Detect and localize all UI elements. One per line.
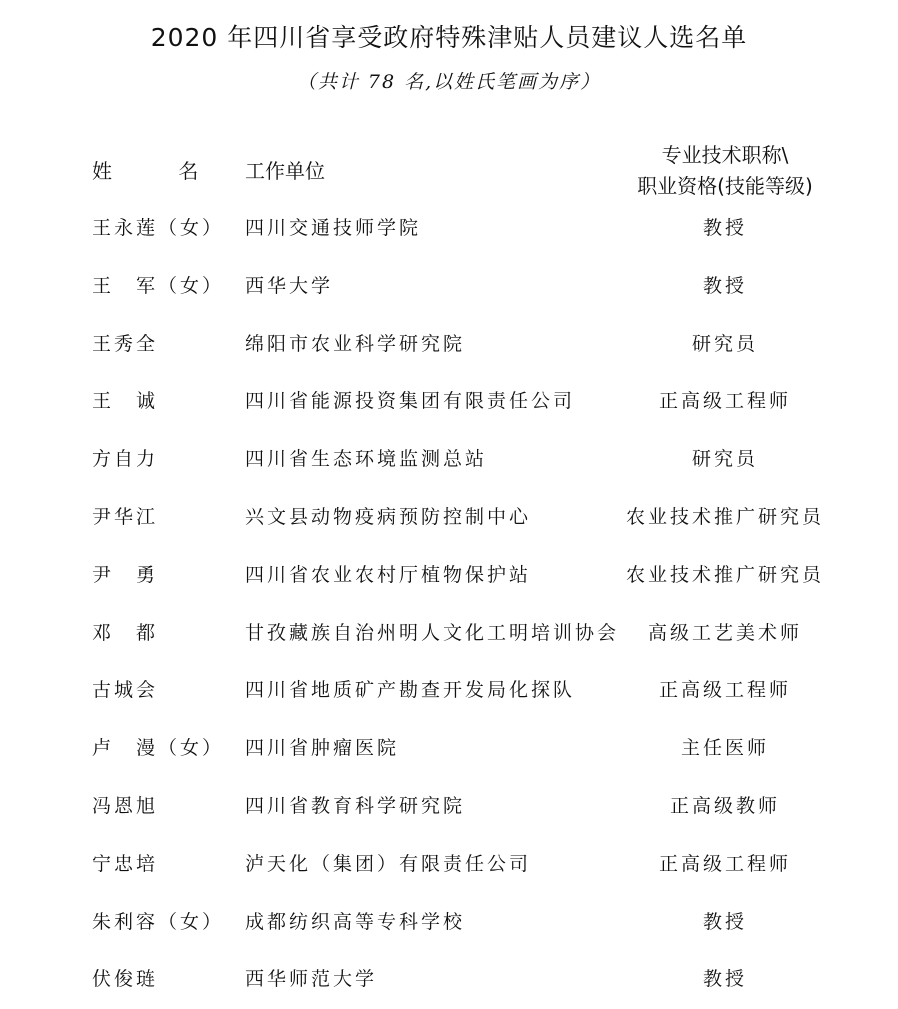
row-name: 王永莲（女） (92, 217, 225, 239)
row-unit: 四川省生态环境监测总站 (245, 448, 488, 471)
row-name: 卢 漫（女） (92, 737, 225, 760)
row-name: 宁忠培 (92, 852, 159, 875)
row-title: 教授 (702, 274, 747, 297)
table-row (0, 489, 898, 547)
row-unit: 甘孜藏族自治州明人文化工明培训协会 (245, 621, 620, 644)
row-title: 教授 (702, 910, 747, 933)
row-unit: 四川省能源投资集团有限责任公司 (245, 390, 576, 413)
row-title: 正高级教师 (669, 794, 780, 817)
row-name: 尹 勇 (92, 563, 159, 586)
row-unit: 四川省农业农村厅植物保护站 (245, 563, 532, 586)
header-name: 姓 名 (92, 159, 229, 183)
row-title: 教授 (702, 968, 747, 991)
row-unit: 四川交通技师学院 (245, 217, 422, 239)
row-name: 尹华江 (92, 505, 159, 528)
row-unit: 四川省教育科学研究院 (245, 794, 466, 817)
row-name: 冯恩旭 (92, 794, 159, 817)
row-name: 王 诚 (92, 390, 159, 413)
table-row (0, 258, 898, 316)
row-title: 研究员 (691, 332, 758, 355)
row-title: 正高级工程师 (658, 852, 791, 875)
row-title: 高级工艺美术师 (647, 621, 802, 644)
header-title-line1: 专业技术职称\ (661, 143, 789, 167)
row-unit: 绵阳市农业科学研究院 (245, 332, 466, 355)
table-row (0, 316, 898, 374)
row-unit: 西华师范大学 (245, 968, 378, 991)
document-subtitle: （共计 78 名,以姓氏笔画为序） (296, 71, 602, 93)
row-name: 王秀全 (92, 332, 159, 355)
header-title-line2: 职业资格(技能等级) (637, 174, 813, 198)
row-unit: 兴文县动物疫病预防控制中心 (245, 505, 532, 528)
header-title (590, 140, 860, 202)
row-title: 农业技术推广研究员 (625, 563, 824, 586)
row-name: 古城会 (92, 679, 159, 702)
row-name: 方自力 (92, 448, 159, 471)
table-header (0, 140, 898, 200)
row-name: 伏俊琏 (92, 968, 159, 991)
table-row (0, 951, 898, 1009)
row-title: 正高级工程师 (658, 390, 791, 413)
nominee-list (0, 200, 898, 1009)
table-row (0, 605, 898, 663)
table-row (0, 894, 898, 952)
table-row (0, 662, 898, 720)
table-row (0, 720, 898, 778)
table-row (0, 547, 898, 605)
table-row (0, 431, 898, 489)
row-name: 王 军（女） (92, 274, 225, 297)
row-name: 朱利容（女） (92, 910, 225, 933)
row-title: 正高级工程师 (658, 679, 791, 702)
table-row (0, 836, 898, 894)
document-title: 2020 年四川省享受政府特殊津贴人员建议人选名单 (150, 23, 748, 52)
table-row (0, 778, 898, 836)
row-title: 农业技术推广研究员 (625, 505, 824, 528)
row-title: 教授 (702, 217, 747, 239)
row-name: 邓 都 (92, 621, 159, 644)
row-title: 主任医师 (680, 737, 769, 760)
row-unit: 四川省地质矿产勘查开发局化探队 (245, 679, 576, 702)
row-title: 研究员 (691, 448, 758, 471)
table-row (0, 373, 898, 431)
row-unit: 西华大学 (245, 274, 334, 297)
row-unit: 成都纺织高等专科学校 (245, 910, 466, 933)
header-unit: 工作单位 (245, 159, 325, 183)
table-row (0, 200, 898, 258)
row-unit: 泸天化（集团）有限责任公司 (245, 852, 532, 875)
row-unit: 四川省肿瘤医院 (245, 737, 400, 760)
